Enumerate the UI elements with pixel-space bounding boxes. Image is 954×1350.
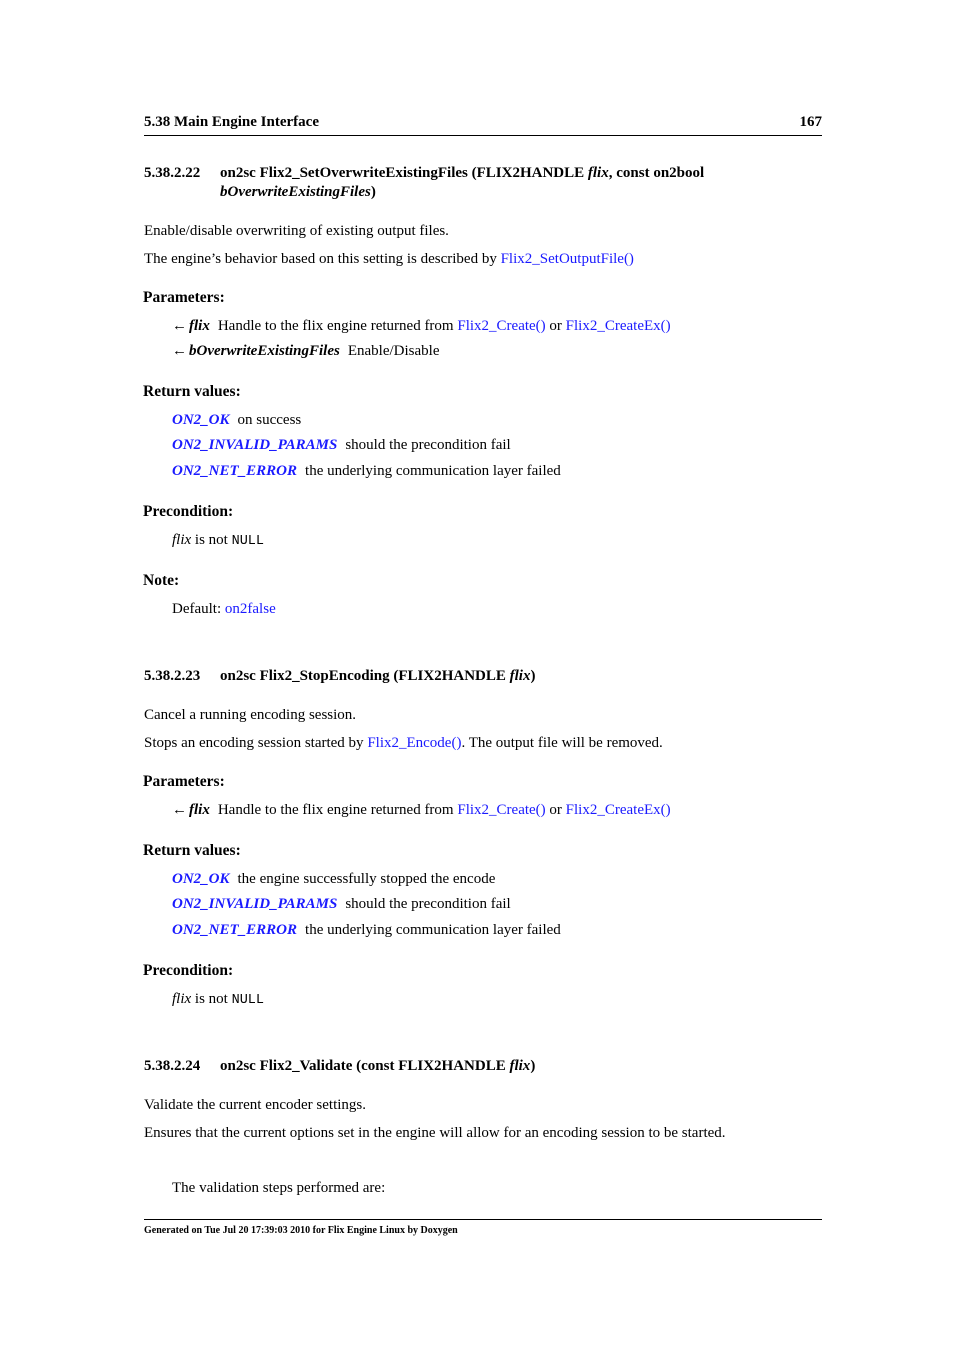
detailed-description: Ensures that the current options set in the engine will allow for an encoding session to be started.: [144, 1125, 726, 1141]
return-value-row: ON2_INVALID_PARAMS should the precondition fail: [172, 896, 511, 912]
link-on2-ok[interactable]: ON2_OK: [172, 871, 230, 887]
return-value-row: ON2_INVALID_PARAMS should the precondition fail: [172, 437, 511, 453]
return-value-row: ON2_NET_ERROR the underlying communication layer failed: [172, 463, 561, 479]
brief-description: Enable/disable overwriting of existing output files.: [144, 223, 449, 239]
validation-steps-intro: The validation steps performed are:: [172, 1180, 386, 1196]
return-values-label: Return values:: [143, 383, 241, 400]
return-value-row: ON2_NET_ERROR the underlying communication layer failed: [172, 922, 561, 938]
section-heading-5-38-2-23: 5.38.2.23 on2sc Flix2_StopEncoding (FLIX2HANDLE flix): [144, 668, 536, 684]
param-row: ← flix Handle to the flix engine returned from Flix2_Create() or Flix2_CreateEx(): [172, 802, 671, 818]
precondition-text: flix is not NULL: [172, 991, 265, 1008]
link-on2-invalid-params[interactable]: ON2_INVALID_PARAMS: [172, 437, 338, 453]
brief-description: Validate the current encoder settings.: [144, 1097, 366, 1113]
link-flix2-createex[interactable]: Flix2_CreateEx(): [565, 318, 671, 334]
section-heading-continuation: bOverwriteExistingFiles): [220, 184, 376, 200]
link-flix2-setoutputfile[interactable]: Flix2_SetOutputFile(): [500, 251, 634, 267]
link-on2-ok[interactable]: ON2_OK: [172, 412, 230, 428]
input-arrow-icon: ←: [172, 343, 187, 359]
link-flix2-createex[interactable]: Flix2_CreateEx(): [565, 802, 671, 818]
input-arrow-icon: ←: [172, 318, 187, 334]
param-row: ← flix Handle to the flix engine returned from Flix2_Create() or Flix2_CreateEx(): [172, 318, 671, 334]
brief-description: Cancel a running encoding session.: [144, 707, 357, 723]
return-values-label: Return values:: [143, 842, 241, 859]
note-label: Note:: [143, 572, 180, 589]
footer-generated-text: Generated on Tue Jul 20 17:39:03 2010 for Flix Engine Linux by Doxygen: [144, 1225, 458, 1236]
link-on2false[interactable]: on2false: [224, 601, 276, 617]
header-rule: [144, 135, 822, 136]
param-name: bOverwriteExistingFiles: [189, 343, 340, 359]
footer-rule: [144, 1219, 822, 1220]
link-flix2-encode[interactable]: Flix2_Encode(): [367, 735, 462, 751]
parameters-label: Parameters:: [143, 773, 225, 790]
link-on2-net-error[interactable]: ON2_NET_ERROR: [172, 463, 298, 479]
section-heading-5-38-2-22: 5.38.2.22 on2sc Flix2_SetOverwriteExistingFiles (FLIX2HANDLE flix, const on2bool: [144, 165, 705, 181]
parameters-label: Parameters:: [143, 289, 225, 306]
param-name: flix: [189, 802, 210, 818]
input-arrow-icon: ←: [172, 802, 187, 818]
page-number: 167: [799, 114, 822, 130]
link-flix2-create[interactable]: Flix2_Create(): [457, 802, 546, 818]
detailed-description: Stops an encoding session started by Flix2_Encode(). The output file will be removed.: [144, 735, 663, 751]
section-heading-5-38-2-24: 5.38.2.24 on2sc Flix2_Validate (const FLIX2HANDLE flix): [144, 1058, 536, 1074]
running-header-title: 5.38 Main Engine Interface: [144, 114, 319, 130]
return-value-row: ON2_OK the engine successfully stopped the encode: [172, 871, 496, 887]
precondition-text: flix is not NULL: [172, 532, 265, 549]
param-row: ← bOverwriteExistingFiles Enable/Disable: [172, 343, 440, 359]
link-on2-net-error[interactable]: ON2_NET_ERROR: [172, 922, 298, 938]
link-flix2-create[interactable]: Flix2_Create(): [457, 318, 546, 334]
detailed-description: The engine’s behavior based on this setting is described by Flix2_SetOutputFile(): [144, 251, 634, 267]
note-text: Default: on2false: [172, 601, 276, 617]
return-value-row: ON2_OK on success: [172, 412, 302, 428]
precondition-label: Precondition:: [143, 503, 234, 520]
link-on2-invalid-params[interactable]: ON2_INVALID_PARAMS: [172, 896, 338, 912]
param-name: flix: [189, 318, 210, 334]
precondition-label: Precondition:: [143, 962, 234, 979]
